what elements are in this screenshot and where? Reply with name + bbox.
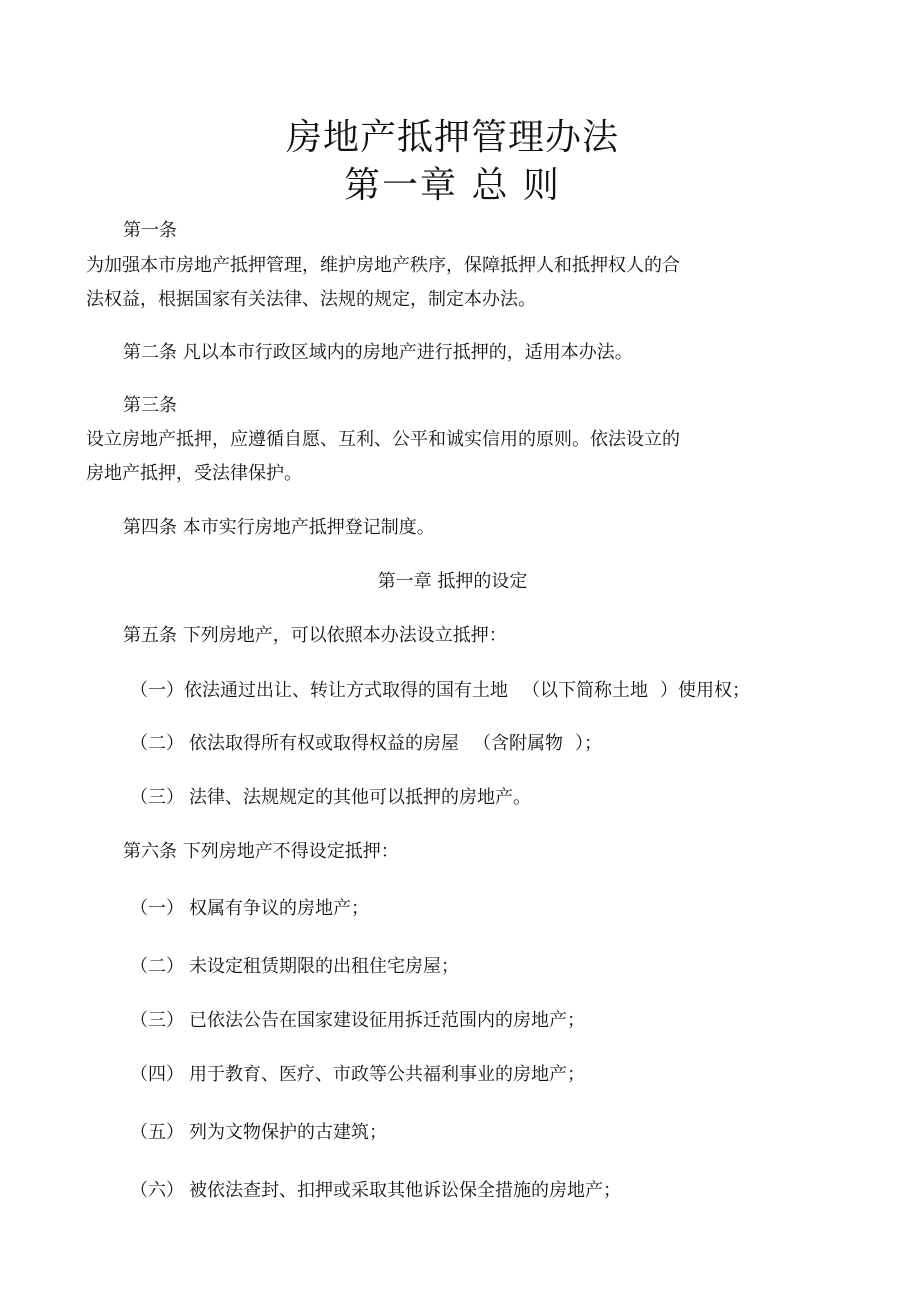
- item-number: （四）: [130, 1064, 184, 1085]
- article-2: 第二条 凡以本市行政区域内的房地产进行抵押的，适用本办法。: [123, 342, 633, 363]
- item-number: （三）: [130, 1010, 184, 1031]
- article-1-text-line-1: 为加强本市房地产抵押管理，维护房地产秩序，保障抵押人和抵押权人的合: [86, 255, 680, 276]
- item-text: 被依法查封、扣押或采取其他诉讼保全措施的房地产；: [189, 1180, 621, 1201]
- item-text-part-3: ）；: [575, 733, 602, 754]
- item-number: （二）: [130, 956, 184, 977]
- item-text-part-2: （以下简称土地: [522, 680, 648, 701]
- article-1-text-line-2: 法权益，根据国家有关法律、法规的规定，制定本办法。: [86, 289, 536, 310]
- item-number: （一）: [130, 898, 184, 919]
- article-5-intro: 第五条 下列房地产，可以依照本办法设立抵押：: [123, 625, 507, 646]
- item-number: （三）: [130, 787, 184, 808]
- item-text: 未设定租赁期限的出租住宅房屋；: [189, 956, 459, 977]
- article-3-text-line-1: 设立房地产抵押，应遵循自愿、互利、公平和诚实信用的原则。依法设立的: [86, 429, 680, 450]
- item-number: （五）: [130, 1122, 184, 1143]
- item-text: 权属有争议的房地产；: [189, 898, 369, 919]
- article-6-intro: 第六条 下列房地产不得设定抵押：: [123, 841, 399, 862]
- item-text: [189, 732, 602, 756]
- item-text-part-2: （含附属物: [473, 733, 563, 754]
- item-text: 用于教育、医疗、市政等公共福利事业的房地产；: [189, 1064, 585, 1085]
- item-number: （六）: [130, 1180, 184, 1201]
- article-5-item-1: [130, 679, 750, 703]
- item-text: 已依法公告在国家建设征用拆迁范围内的房地产；: [189, 1010, 585, 1031]
- article-3-label: 第三条: [123, 395, 177, 416]
- article-4: 第四条 本市实行房地产抵押登记制度。: [123, 517, 435, 538]
- document-title: 房地产抵押管理办法: [285, 117, 619, 158]
- chapter-heading-general: 第一章 总 则: [344, 165, 561, 206]
- item-text-part-1: 依法通过出让、转让方式取得的国有土地: [184, 680, 508, 701]
- chapter-heading-mortgage-setting: 第一章 抵押的设定: [377, 571, 528, 592]
- item-text: 列为文物保护的古建筑；: [189, 1122, 387, 1143]
- item-text-part-3: ）使用权；: [660, 680, 750, 701]
- item-text: 法律、法规规定的其他可以抵押的房地产。: [189, 787, 531, 808]
- article-3-text-line-2: 房地产抵押，受法律保护。: [86, 463, 302, 484]
- item-text-part-1: 依法取得所有权或取得权益的房屋: [189, 733, 459, 754]
- item-number: （二）: [130, 733, 184, 754]
- article-1-label: 第一条: [123, 220, 177, 241]
- item-number: （一）: [130, 680, 184, 701]
